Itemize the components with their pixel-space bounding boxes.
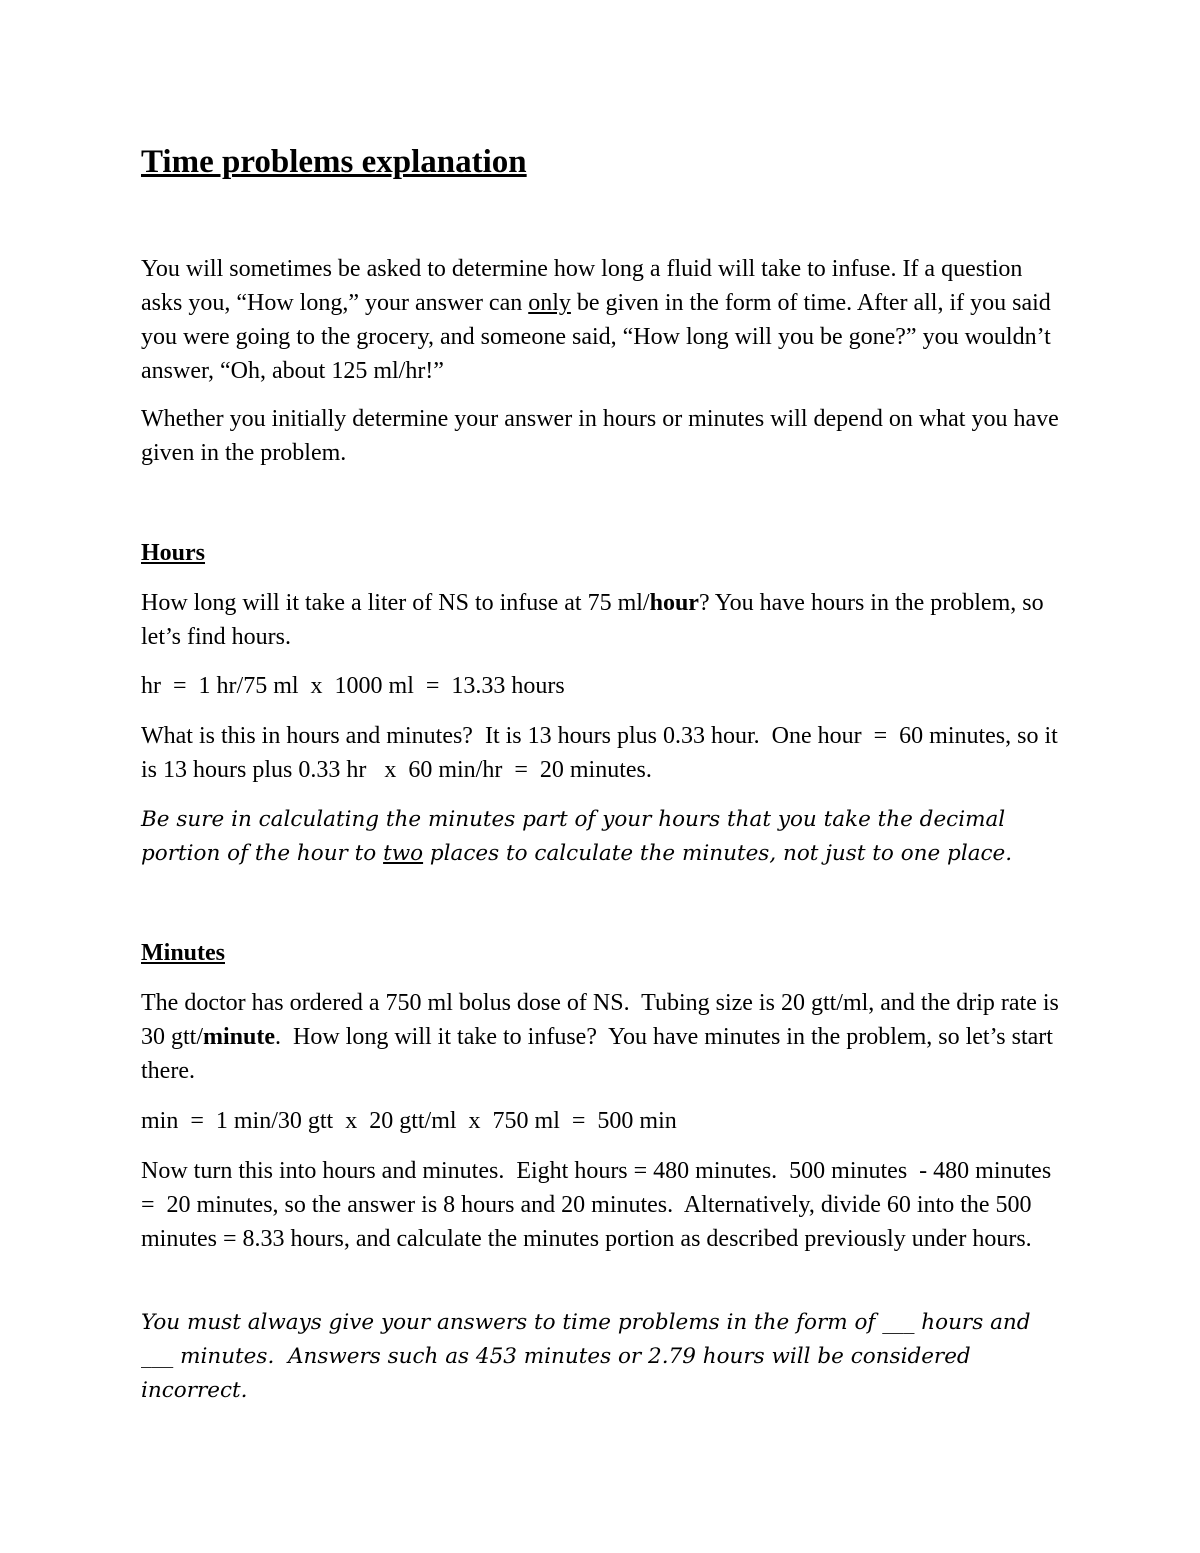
page-title: Time problems explanation — [141, 144, 527, 180]
hours-question-bold: hour — [649, 590, 699, 616]
hours-note — [141, 803, 1061, 871]
only-emphasis: only — [528, 290, 571, 316]
hours-conversion: What is this in hours and minutes? It is 13 hours plus 0.33 hour. One hour = 60 minutes, so it is 13 hours plus 0.33 hr x 60 min/hr = 20 minutes. — [141, 723, 1064, 783]
minutes-equation: min = 1 min/30 gtt x 20 gtt/ml x 750 ml = 500 min — [141, 1108, 677, 1134]
hours-note-part-1: Be sure in calculating the minutes part of your hours that you take the decimal portion of the hour to — [141, 807, 1006, 866]
minutes-question-part-1: The doctor has ordered a 750 ml bolus dose of NS. Tubing size is 20 gtt/ml, and the drip rate is 30 gtt/ — [141, 990, 1065, 1050]
hours-note-part-2: places to calculate the minutes, not just to one place. — [423, 841, 1013, 866]
intro-text-part-1: You will sometimes be asked to determine how long a fluid will take to infuse. If a question asks you, “How long,” your answer can — [141, 256, 1023, 316]
minutes-question-bold: minute — [203, 1024, 276, 1050]
two-emphasis: two — [383, 841, 424, 866]
hours-question — [141, 586, 1061, 654]
minutes-note: You must always give your answers to time problems in the form of ___ hours and ___ minutes. Answers such as 453 minutes or 2.79 hours will be considered incorrect. — [141, 1310, 1038, 1403]
minutes-conversion: Now turn this into hours and minutes. Eight hours = 480 minutes. 500 minutes - 480 minutes = 20 minutes, so the answer is 8 hours and 20 minutes. Alternatively, divide 60 into the 500 minutes = 8.33 hours, and calculate the minutes portion as described previously under hours. — [141, 1158, 1064, 1252]
intro-text-part-2: be given in the form of time. After all, if you said you were going to the grocery, and someone said, “How long will you be gone?” you wouldn’t answer, “Oh, about 125 ml/hr!” — [141, 290, 1051, 384]
intro-paragraph-2: Whether you initially determine your answer in hours or minutes will depend on what you have given in the problem. — [141, 406, 1059, 466]
minutes-heading: Minutes — [141, 940, 225, 966]
minutes-question-part-2: . How long will it take to infuse? You have minutes in the problem, so let’s start there. — [141, 1024, 1059, 1084]
hours-question-part-1: How long will it take a liter of NS to infuse at 75 ml/ — [141, 590, 650, 616]
minutes-question — [141, 986, 1065, 1088]
hours-equation: hr = 1 hr/75 ml x 1000 ml = 13.33 hours — [141, 673, 565, 699]
intro-paragraph-1 — [141, 252, 1061, 388]
hours-question-part-2: ? You have hours in the problem, so let’s find hours. — [141, 590, 1044, 650]
hours-heading: Hours — [141, 540, 206, 566]
